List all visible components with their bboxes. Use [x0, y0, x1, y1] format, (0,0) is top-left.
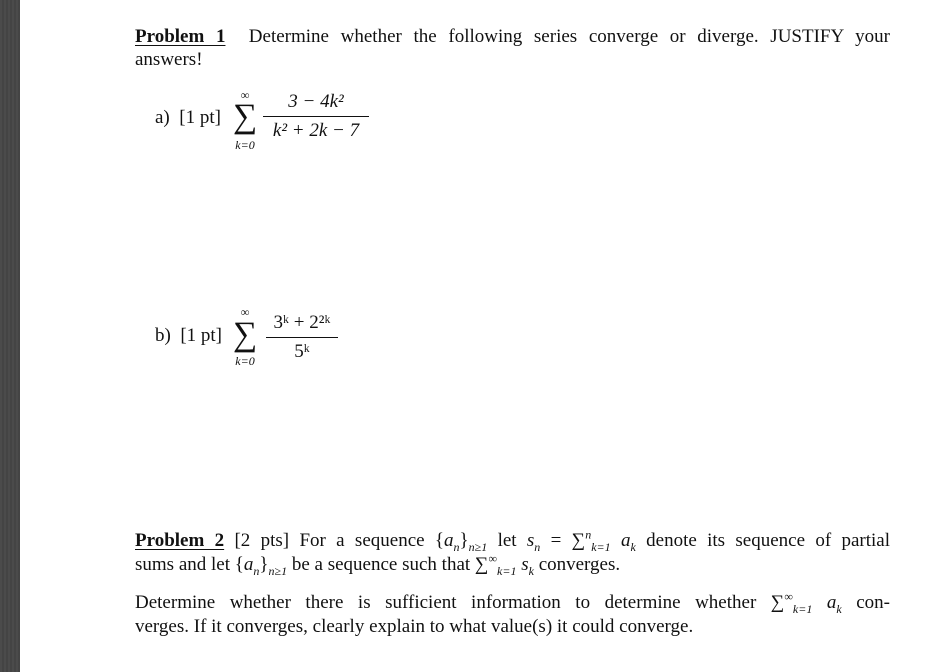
math: k: [836, 601, 842, 614]
text: con-: [856, 592, 890, 613]
part-b-denominator: 5ᵏ: [294, 341, 310, 362]
math: a: [826, 592, 837, 613]
math: n: [534, 539, 541, 552]
text: sums and let {: [135, 554, 244, 575]
math: a: [444, 530, 454, 551]
part-a-lower-limit: k=0: [235, 138, 255, 152]
part-a-upper-limit: ∞: [240, 88, 250, 102]
math: k: [630, 539, 636, 552]
math: n: [453, 539, 460, 552]
problem1-title: Problem 1: [135, 26, 226, 47]
fraction-bar: [266, 337, 338, 338]
part-b-lower-limit: k=0: [235, 354, 255, 368]
math: n≥1: [268, 563, 288, 578]
text: denote its sequence of partial: [646, 530, 890, 551]
math: n≥1: [468, 539, 488, 552]
part-b-label: [155, 325, 222, 347]
math: ∞: [784, 592, 793, 604]
problem1-text: Determine whether the following series converge or diverge. JUSTIFY your: [248, 26, 890, 47]
text: be a sequence such that ∑: [291, 554, 489, 575]
math: n: [585, 530, 592, 542]
part-b-fraction: [266, 312, 338, 363]
math: k=1: [497, 563, 517, 578]
problem2-para2-line2: verges. If it converges, clearly explain to what value(s) it could converge.: [135, 616, 694, 637]
text: }: [459, 530, 469, 551]
fraction-bar: [263, 116, 369, 117]
math: ∞: [488, 551, 498, 566]
math: n: [253, 563, 260, 578]
part-b-letter: b): [155, 325, 171, 346]
text: converges.: [538, 554, 621, 575]
problem2-points: [2 pts]: [234, 530, 290, 551]
math: k=1: [792, 601, 813, 614]
text: For a sequence {: [299, 530, 445, 551]
text: let: [497, 530, 517, 551]
part-b-sum-symbol: ∑: [233, 316, 258, 353]
math: k=1: [591, 539, 611, 552]
problem2-line2: [135, 551, 890, 578]
problem2-para2-line1: [135, 592, 890, 614]
math: a: [243, 554, 254, 575]
part-a-fraction: [263, 91, 369, 142]
part-a-denominator: k² + 2k − 7: [272, 120, 360, 141]
math: k: [528, 563, 534, 578]
problem2-line1: [135, 530, 890, 552]
problem2-title: Problem 2: [135, 530, 225, 551]
problem1-line1: [135, 26, 890, 48]
text: Determine whether there is sufficient information to determine whether ∑: [135, 592, 785, 613]
part-b-upper-limit: ∞: [240, 305, 250, 319]
part-a-points: [1 pt]: [179, 107, 221, 128]
math: = ∑: [550, 530, 586, 551]
part-a-label: [155, 107, 221, 129]
math: s: [526, 530, 535, 551]
part-a-letter: a): [155, 107, 170, 128]
problem1-line2: answers!: [135, 49, 203, 70]
math: s: [521, 554, 529, 575]
window-edge-bar: [0, 0, 20, 672]
text: }: [259, 554, 269, 575]
part-a-sum-symbol: ∑: [233, 98, 258, 135]
part-a-numerator: 3 − 4k²: [288, 91, 344, 112]
math: a: [620, 530, 631, 551]
part-b-points: [1 pt]: [180, 325, 223, 346]
part-b-numerator: 3ᵏ + 2²ᵏ: [273, 312, 331, 333]
